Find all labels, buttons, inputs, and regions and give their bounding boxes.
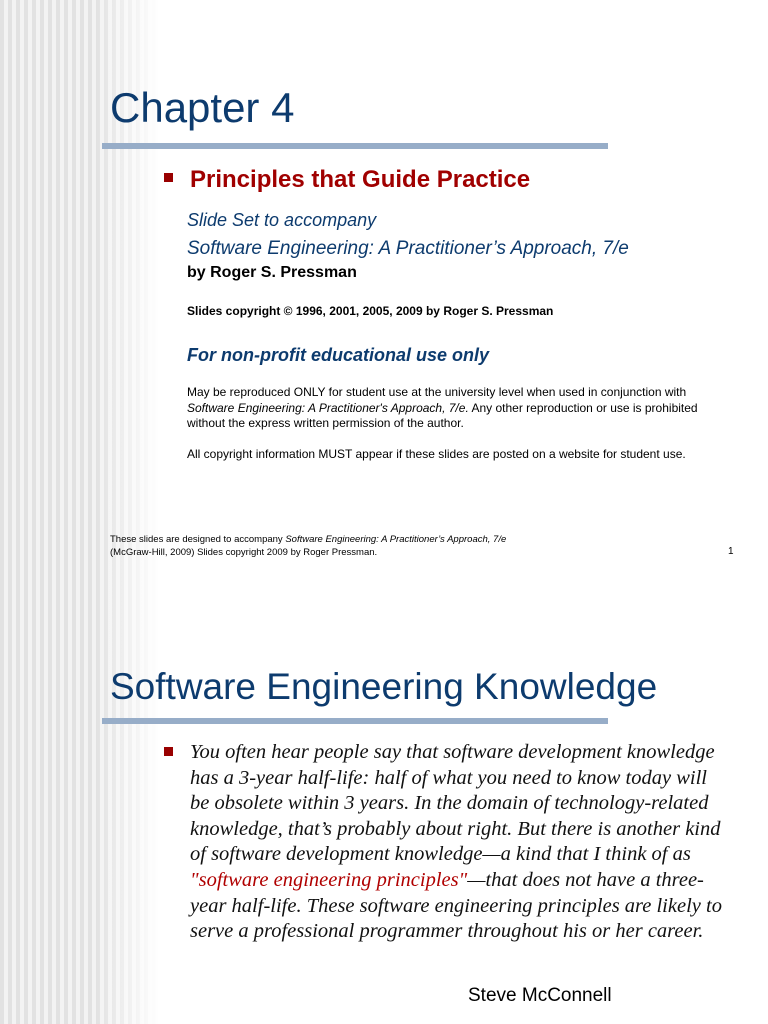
quote-text-start: You often hear people say that software development knowledge has a 3-year half-life: half of what you need to know today will be obsolete within 3 years. In the domain of technology-related knowledge, that’s probably about right. But there is another kind of software development knowledge—a kind that I think of as bbox=[190, 741, 721, 866]
page-number: 1 bbox=[728, 546, 734, 557]
quote-highlight: "software engineering principles" bbox=[190, 868, 468, 891]
mcconnell-quote bbox=[190, 740, 730, 945]
bullet-square-icon bbox=[164, 747, 173, 756]
reproduction-text-end: Any other reproduction or use is prohibited without the express written permission of the author. bbox=[187, 400, 698, 430]
book-title-line: Software Engineering: A Practitioner’s Approach, 7/e bbox=[187, 238, 629, 259]
copyright-line: Slides copyright © 1996, 2001, 2005, 2009 by Roger S. Pressman bbox=[187, 304, 554, 318]
footer-text-end: (McGraw-Hill, 2009) Slides copyright 2009 by Roger Pressman. bbox=[110, 547, 378, 558]
reproduction-book-title: Software Engineering: A Practitioner's Approach, 7/e. bbox=[187, 400, 469, 415]
slide-title: Chapter 4 bbox=[110, 84, 295, 131]
website-paragraph: All copyright information MUST appear if these slides are posted on a website for student use. bbox=[187, 447, 686, 461]
title-divider bbox=[102, 143, 608, 149]
quote-text-end: —that does not have a three-year half-life. These software engineering principles are likely to serve a professional programmer throughout his or her career. bbox=[190, 868, 722, 943]
title-divider bbox=[102, 718, 608, 724]
footer-book-title: Software Engineering: A Practitioner’s Approach, 7/e bbox=[285, 534, 507, 545]
bullet-heading: Principles that Guide Practice bbox=[190, 166, 531, 193]
bullet-square-icon bbox=[164, 173, 173, 182]
author-line: by Roger S. Pressman bbox=[187, 264, 357, 281]
slide-title: Software Engineering Knowledge bbox=[110, 666, 658, 707]
nonprofit-notice: For non-profit educational use only bbox=[187, 345, 490, 365]
reproduction-text-start: May be reproduced ONLY for student use at the university level when used in conjunction with bbox=[187, 385, 687, 399]
footer-text-start: These slides are designed to accompany bbox=[110, 534, 286, 545]
slide-set-line: Slide Set to accompany bbox=[187, 210, 377, 230]
quote-attribution: Steve McConnell bbox=[468, 985, 612, 1006]
reproduction-paragraph bbox=[187, 385, 707, 432]
slide-2 bbox=[0, 574, 768, 1024]
slide-footer bbox=[110, 533, 506, 559]
